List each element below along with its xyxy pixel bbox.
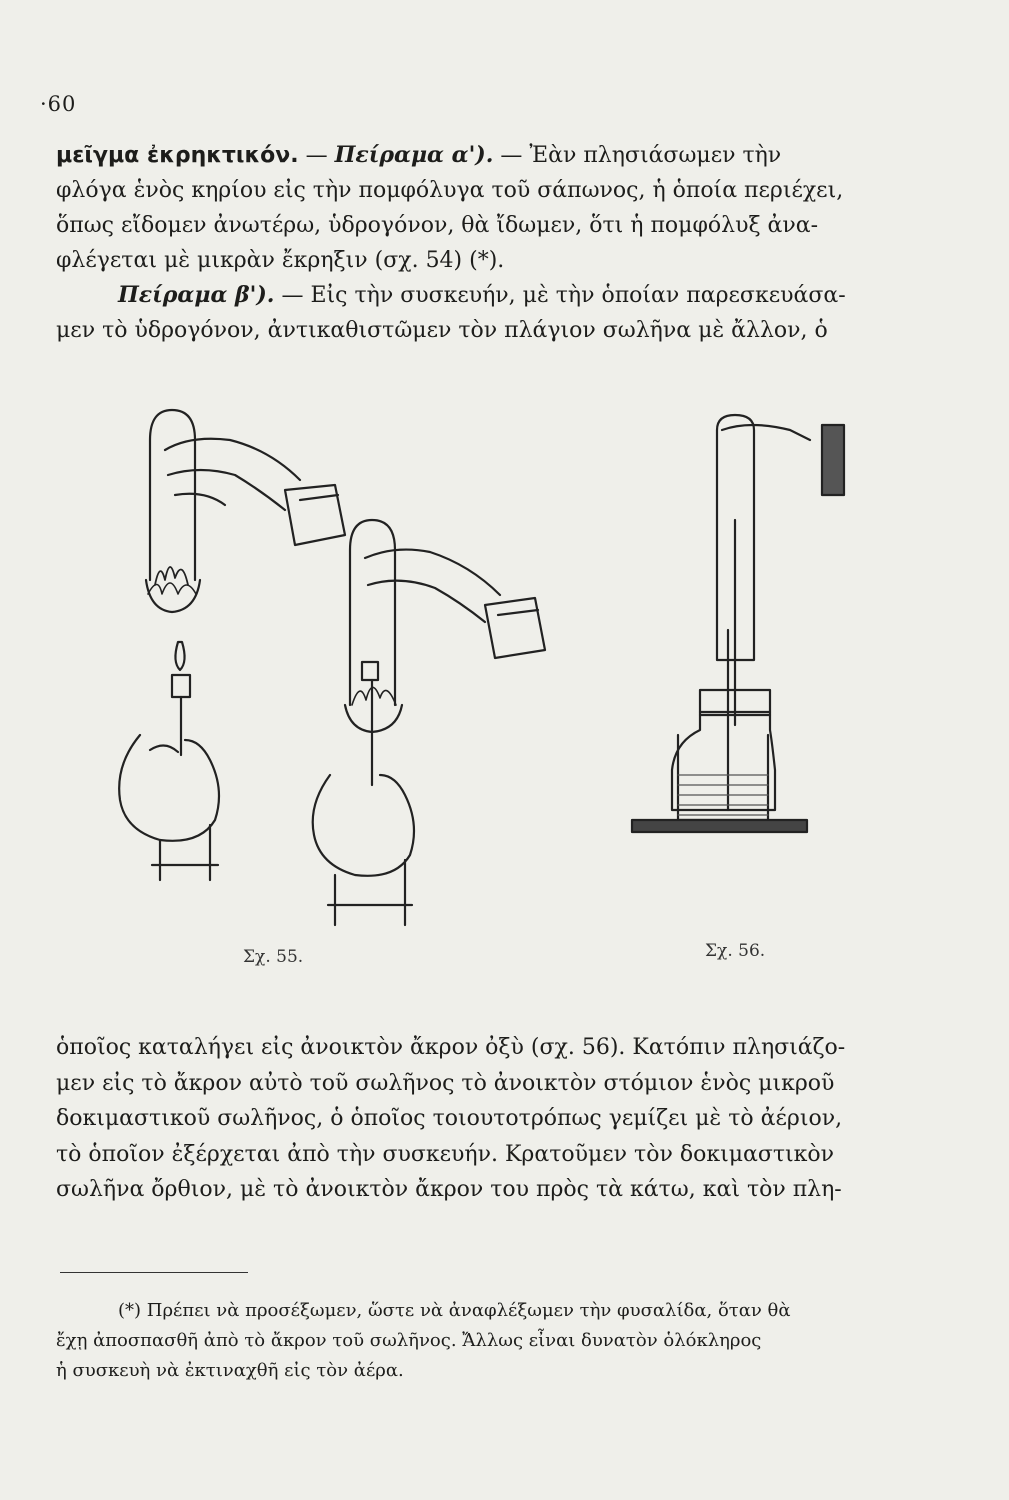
bottom-paragraph [56, 1030, 906, 1208]
text-line: μεῖγμα ἐκρηκτικόν. — Πείραμα α'). — Ἐὰν πλησιάσωμεν τὴν [56, 142, 782, 168]
text-line: φλέγεται μὲ μικρὰν ἔκρηξιν (σχ. 54) (*). [56, 248, 505, 273]
fig56-caption: Σχ. 56. [705, 941, 766, 961]
fig55-caption: Σχ. 55. [243, 947, 304, 967]
fig56-apparatus [632, 415, 844, 832]
text-line: δοκιμαστικοῦ σωλῆνος, ὁ ὁποῖος τοιουτοτρόπως γεμίζει μὲ τὸ ἀέριον, [56, 1106, 843, 1131]
footnote-line: ἔχῃ ἀποσπασθῆ ἀπὸ τὸ ἄκρον τοῦ σωλῆνος. Ἄλλως εἶναι δυνατὸν ὁλόκληρος [56, 1330, 762, 1351]
figure-illustrations [0, 380, 1009, 1000]
text-line: ὅπως εἴδομεν ἀνωτέρω, ὑδρογόνον, θὰ ἴδωμεν, ὅτι ἡ πομφόλυξ ἀνα- [56, 213, 819, 238]
fig55-candle [172, 642, 190, 755]
text-line: μεν τὸ ὑδρογόνον, ἀντικαθιστῶμεν τὸν πλάγιον σωλῆνα μὲ ἄλλον, ὁ [56, 318, 828, 343]
experiment-a-title: Πείραμα α'). [334, 142, 494, 168]
fig55-tube-b [345, 520, 402, 732]
text-line: Πείραμα β'). — Εἰς τὴν συσκευήν, μὲ τὴν ὁποίαν παρεσκευάσα- [118, 282, 846, 308]
text-line: ὁποῖος καταλήγει εἰς ἀνοικτὸν ἄκρον ὀξὺ (σχ. 56). Κατόπιν πλησιάζο- [56, 1035, 846, 1060]
figures-area [0, 380, 1009, 1000]
text-line: μεν εἰς τὸ ἄκρον αὐτὸ τοῦ σωλῆνος τὸ ἀνοικτὸν στόμιον ἑνὸς μικροῦ [56, 1070, 835, 1096]
text-line: σωλῆνα ὄρθιον, μὲ τὸ ἀνοικτὸν ἄκρον του πρὸς τὰ κάτω, καὶ τὸν πλη- [56, 1177, 842, 1202]
page-number: ·60 [40, 92, 77, 116]
footnote-line: (*) Πρέπει νὰ προσέξωμεν, ὥστε νὰ ἀναφλέξωμεν τὴν φυσαλίδα, ὅταν θὰ [118, 1300, 791, 1321]
text-line: φλόγα ἑνὸς κηρίου εἰς τὴν πομφόλυγα τοῦ σάπωνος, ἡ ὁποία περιέχει, [56, 178, 844, 203]
text-line: τὸ ὁποῖον ἐξέρχεται ἀπὸ τὴν συσκευήν. Κρατοῦμεν τὸν δοκιμαστικὸν [56, 1141, 835, 1167]
fig55-hand-a [165, 439, 345, 545]
footnote [56, 1296, 926, 1386]
footnote-line: ἡ συσκευὴ νὰ ἐκτιναχθῆ εἰς τὸν ἀέρα. [56, 1360, 404, 1381]
top-paragraph [56, 138, 906, 348]
fig55-hand-b [365, 550, 545, 658]
footnote-divider [60, 1272, 248, 1273]
term-explosive-mixture: μεῖγμα ἐκρηκτικόν. [56, 143, 299, 168]
fig55-hand-c [119, 735, 219, 880]
experiment-b-title: Πείραμα β'). [118, 282, 275, 308]
